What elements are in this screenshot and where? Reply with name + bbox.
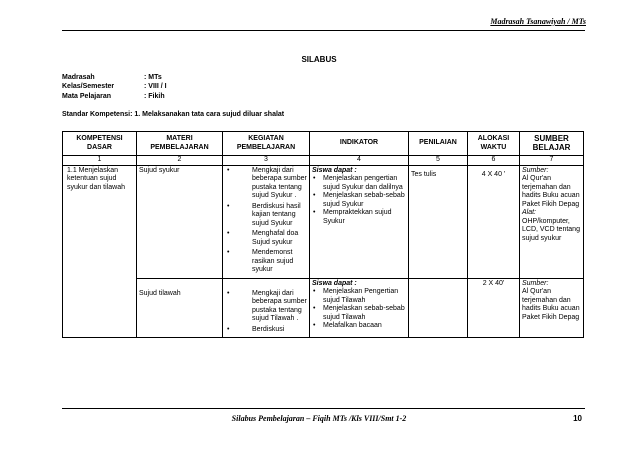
- indikator-cell: [310, 165, 409, 278]
- meta-value: : Fikih: [144, 93, 165, 100]
- kegiatan-cell: [223, 278, 310, 338]
- materi-text: Sujud tilawah: [139, 289, 181, 297]
- col-header-sumber: SUMBER BELAJAR: [520, 132, 584, 156]
- meta-label: Mata Pelajaran: [62, 93, 112, 100]
- meta-madrasah: [62, 74, 162, 81]
- alokasi-text: 4 X 40 ': [481, 170, 506, 178]
- page-number: 10: [573, 414, 582, 423]
- col-header-materi: MATERI PEMBELAJARAN: [137, 132, 223, 156]
- kd-text: 1.1 Menjelaskan ketentuan sujud syukur dan tilawah: [67, 166, 125, 191]
- indikator-list: [312, 288, 406, 331]
- materi-cell: [137, 278, 223, 338]
- syllabus-table: [62, 131, 584, 338]
- header-rule: [62, 30, 585, 31]
- number-row: [63, 156, 584, 166]
- indikator-title: Siswa dapat :: [312, 166, 357, 174]
- meta-label: Madrasah: [62, 74, 95, 81]
- page-header: Madrasah Tsanawiyah / MTs: [490, 17, 586, 26]
- alat-label: Alat:: [522, 209, 537, 216]
- meta-value: : MTs: [144, 74, 162, 81]
- page-title: SILABUS: [301, 55, 337, 64]
- table-row: [63, 165, 584, 278]
- sumber-label: Sumber:: [522, 166, 549, 174]
- standar-kompetensi: Standar Kompetensi: 1. Melaksanakan tata cara sujud diluar shalat: [62, 111, 285, 118]
- indikator-item: • Menjelaskan pengertian sujud Syukur dan dalilnya: [312, 175, 406, 192]
- kegiatan-item: • Berdiskusi: [225, 326, 307, 335]
- kegiatan-item: • Mengkaji dari beberapa sumber pustaka tentang sujud Tilawah .: [225, 290, 307, 324]
- materi-cell: Sujud syukur: [137, 165, 223, 278]
- kegiatan-item: • Menghafal doa Sujud syukur: [225, 230, 307, 247]
- indikator-item: • Mempraktekkan sujud Syukur: [312, 209, 406, 226]
- col-number: 6: [468, 156, 520, 166]
- meta-mapel: [62, 93, 165, 100]
- col-header-indikator: INDIKATOR: [310, 132, 409, 156]
- sumber-text: Al Qur'an terjemahan dan hadits Buku acuan Paket Fikih Depag: [522, 175, 580, 208]
- penilaian-text: Tes tulis: [411, 170, 437, 178]
- meta-label: Kelas/Semester: [62, 83, 115, 90]
- alat-text: OHP/komputer, LCD, VCD tentang sujud syukur: [522, 217, 580, 242]
- col-header-kegiatan: KEGIATAN PEMBELAJARAN: [223, 132, 310, 156]
- col-header-penilaian: PENILAIAN: [409, 132, 468, 156]
- sumber-label: Sumber:: [522, 279, 549, 287]
- kd-cell: [63, 165, 137, 338]
- alokasi-cell: 2 X 40': [468, 278, 520, 338]
- indikator-item: • Menjelaskan sebab-sebab sujud Tilawah: [312, 305, 406, 322]
- penilaian-cell: [409, 278, 468, 338]
- indikator-cell: [310, 278, 409, 338]
- kegiatan-cell: [223, 165, 310, 278]
- kegiatan-item: • Mendemonst rasikan sujud syukur: [225, 249, 307, 275]
- col-number: 5: [409, 156, 468, 166]
- indikator-item: • Melafalkan bacaan: [312, 322, 406, 331]
- indikator-list: [312, 175, 406, 226]
- col-number: 3: [223, 156, 310, 166]
- table-row: [63, 278, 584, 338]
- penilaian-cell: [409, 165, 468, 278]
- footer-rule: [62, 408, 585, 409]
- col-number: 2: [137, 156, 223, 166]
- col-number: 1: [63, 156, 137, 166]
- kegiatan-item: • Berdiskusi hasil kajian tentang sujud Syukur: [225, 203, 307, 229]
- page-footer: Silabus Pembelajaran – Fiqih MTs /Kls VIII/Smt 1-2: [231, 414, 407, 423]
- indikator-item: • Menjelaskan Pengertian sujud Tilawah: [312, 288, 406, 305]
- col-number: 4: [310, 156, 409, 166]
- header-row: [63, 132, 584, 156]
- col-header-alokasi: ALOKASI WAKTU: [468, 132, 520, 156]
- indikator-title: Siswa dapat :: [312, 279, 357, 287]
- meta-kelas: [62, 83, 167, 90]
- col-number: 7: [520, 156, 584, 166]
- col-header-kd: KOMPETENSI DASAR: [63, 132, 137, 156]
- sumber-text: Al Qur'an terjemahan dan hadits Buku acuan Paket Fikih Depag: [522, 288, 580, 321]
- sumber-cell: [520, 165, 584, 278]
- meta-value: : VIII / I: [144, 83, 167, 90]
- sumber-cell: [520, 278, 584, 338]
- kegiatan-item: • Mengkaji dari beberapa sumber pustaka tentang sujud Syukur .: [225, 167, 307, 201]
- indikator-item: • Menjelaskan sebab-sebab sujud Syukur: [312, 192, 406, 209]
- alokasi-cell: [468, 165, 520, 278]
